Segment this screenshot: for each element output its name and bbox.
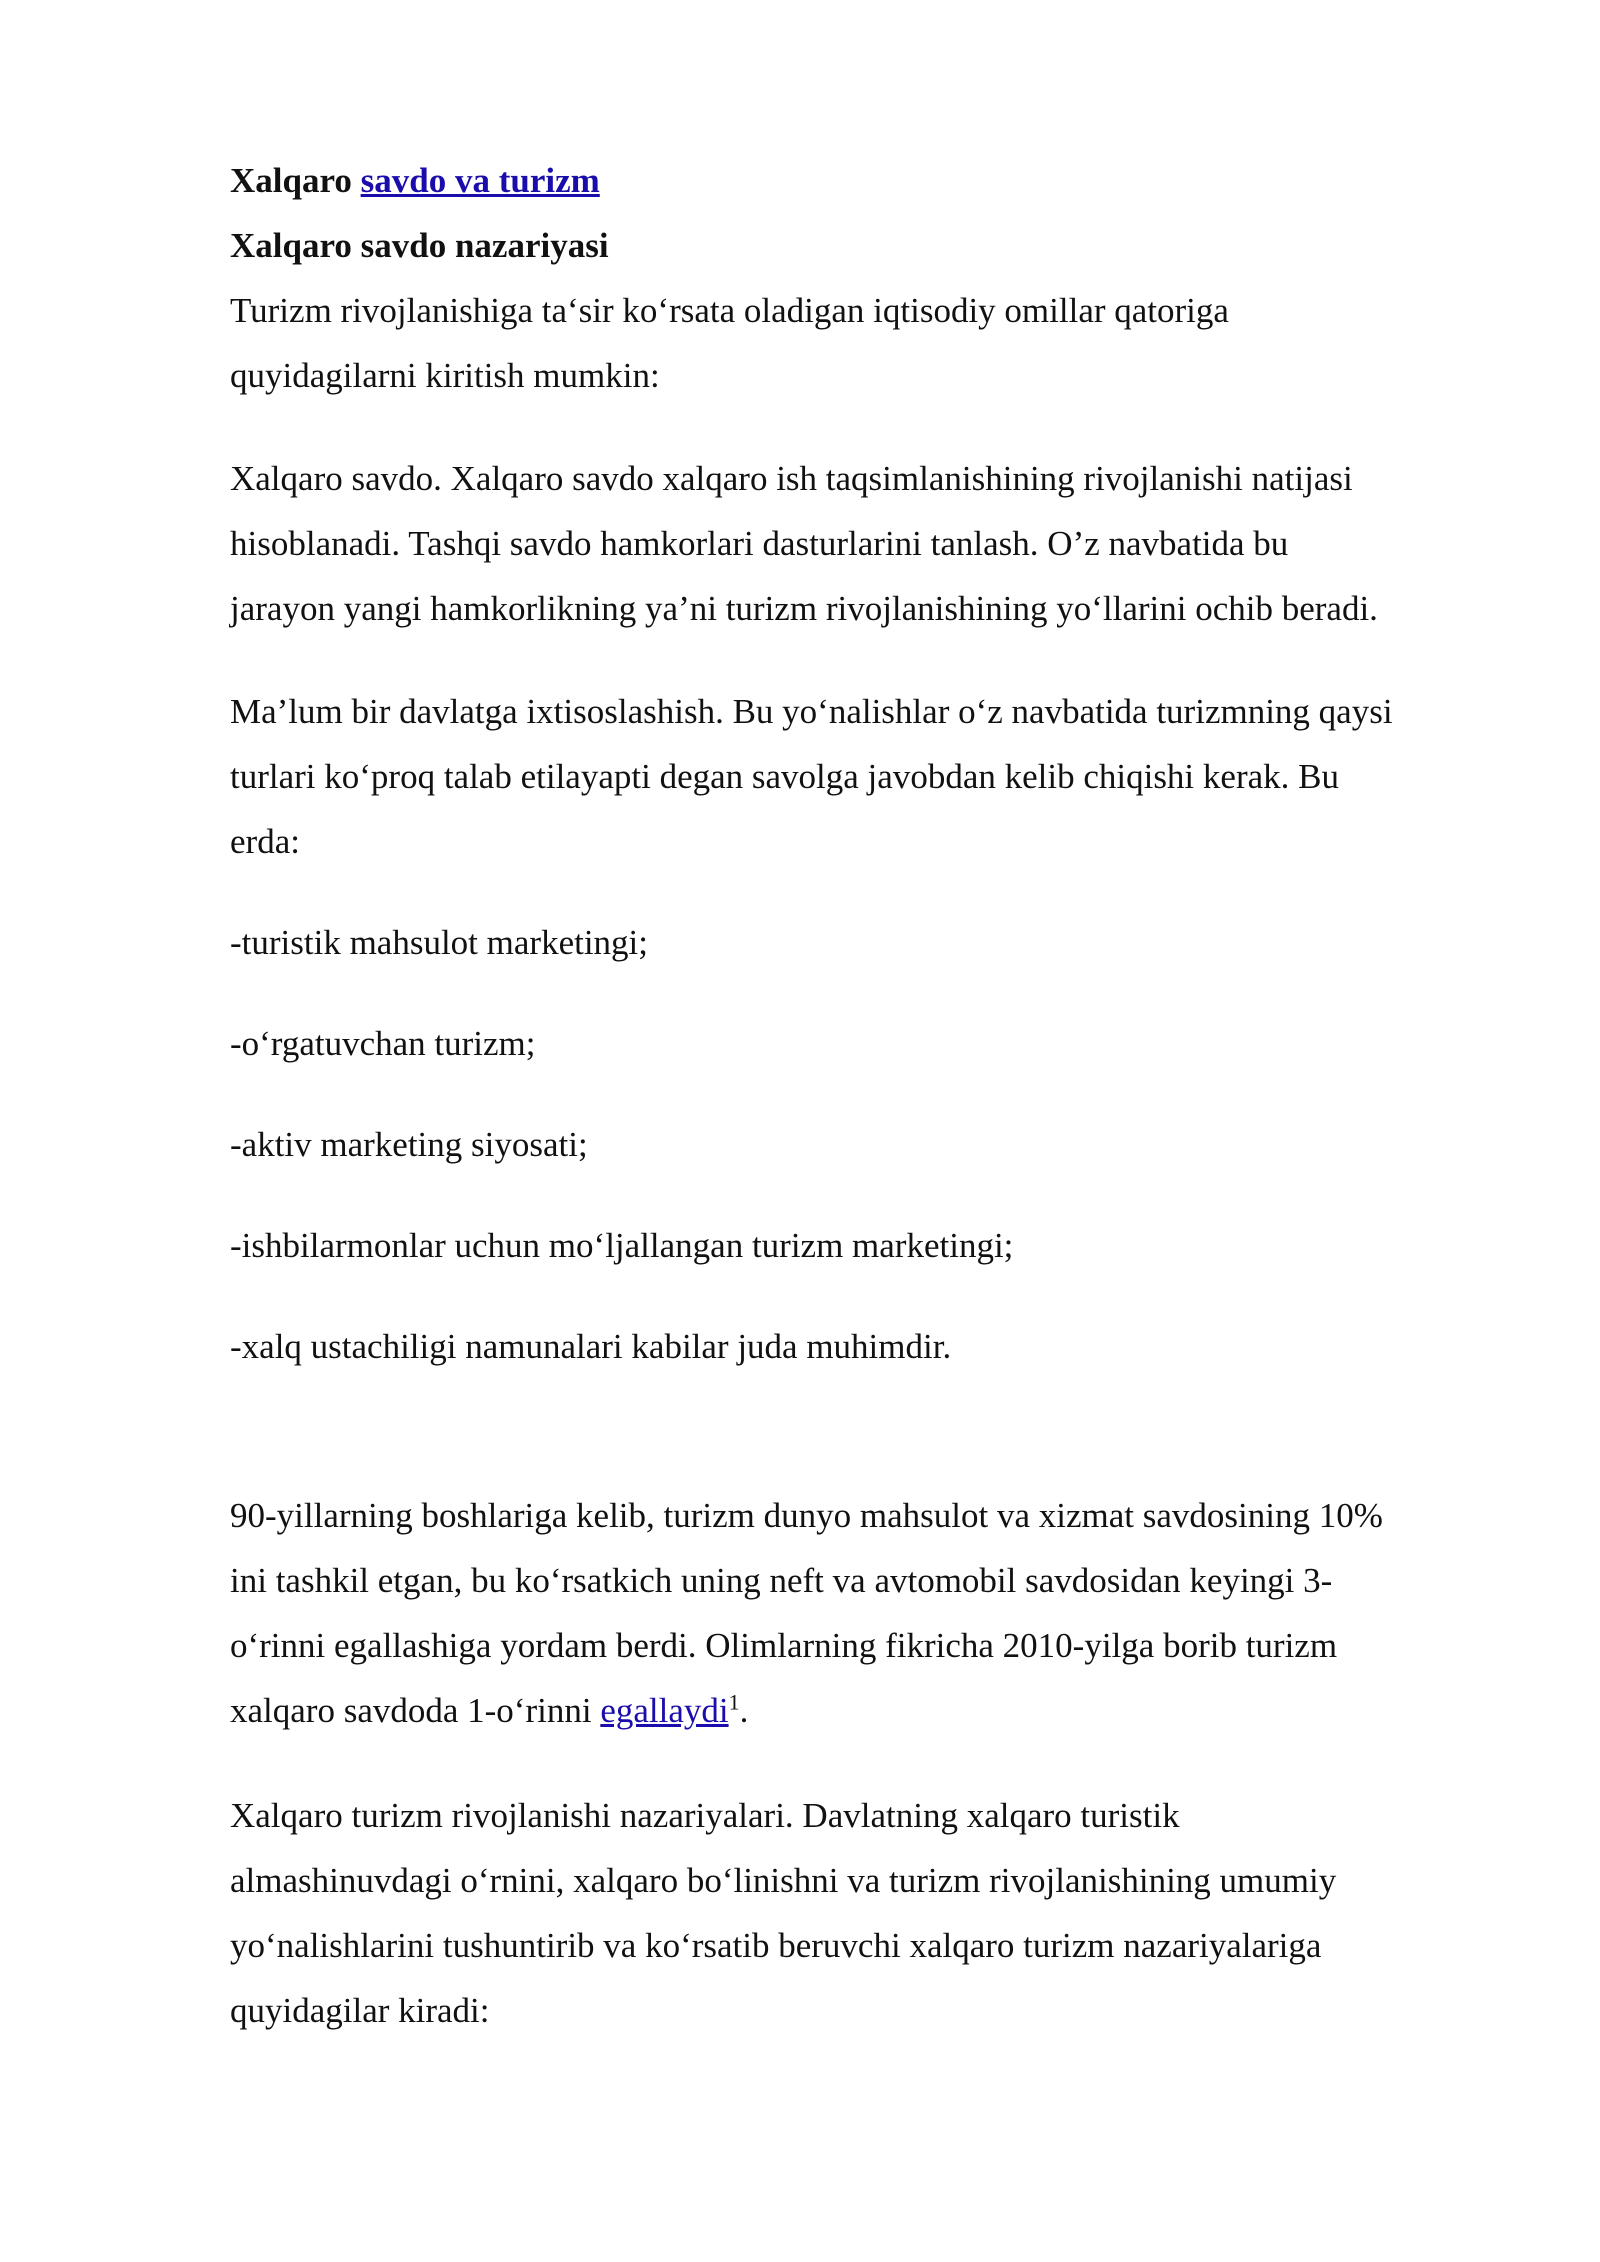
text-line: turlari ko‘proq talab etilayapti degan savolga javobdan kelib chiqishi kerak. Bu <box>230 757 1339 796</box>
text-line: almashinuvdagi o‘rnini, xalqaro bo‘linishni va turizm rivojlanishining umumiy <box>230 1861 1337 1900</box>
text-line: ini tashkil etgan, bu ko‘rsatkich uning neft va avtomobil savdosidan keyingi 3- <box>230 1561 1333 1600</box>
text-line: jarayon yangi hamkorlikning ya’ni turizm rivojlanishining yo‘llarini ochib beradi. <box>230 589 1378 628</box>
intro-paragraph <box>230 278 1490 408</box>
text-line: o‘rinni egallashiga yordam berdi. Olimlarning fikricha 2010-yilga borib turizm <box>230 1626 1338 1665</box>
document-page <box>230 148 1490 2043</box>
text-line: yo‘nalishlarini tushuntirib va ko‘rsatib beruvchi xalqaro turizm nazariyalariga <box>230 1926 1322 1965</box>
savdo-va-turizm-link[interactable]: savdo va turizm <box>360 161 600 200</box>
text-line: Xalqaro turizm rivojlanishi nazariyalari. Davlatning xalqaro turistik <box>230 1796 1180 1835</box>
list-item: -turistik mahsulot marketingi; <box>230 923 649 962</box>
nineties-paragraph <box>230 1483 1490 1743</box>
footnote-marker[interactable]: 1 <box>728 1689 740 1715</box>
tourism-theories-paragraph <box>230 1783 1490 2043</box>
text-line: Turizm rivojlanishiga ta‘sir ko‘rsata oladigan iqtisodiy omillar qatoriga <box>230 291 1229 330</box>
specialization-paragraph <box>230 679 1490 874</box>
egallaydi-link[interactable]: egallaydi <box>600 1691 729 1730</box>
text-line: erda: <box>230 822 300 861</box>
international-trade-paragraph <box>230 446 1490 641</box>
list-item: -xalq ustachiligi namunalari kabilar juda muhimdir. <box>230 1327 952 1366</box>
list-item: -aktiv marketing siyosati; <box>230 1125 588 1164</box>
text-line: Ma’lum bir davlatga ixtisoslashish. Bu yo‘nalishlar o‘z navbatida turizmning qaysi <box>230 692 1393 731</box>
text-line: 90-yillarning boshlariga kelib, turizm dunyo mahsulot va xizmat savdosining 10% <box>230 1496 1383 1535</box>
text-line: quyidagilar kiradi: <box>230 1991 490 2030</box>
text-line <box>230 1678 1490 1743</box>
heading-prefix: Xalqaro <box>230 161 352 200</box>
text-line: quyidagilarni kiritish mumkin: <box>230 356 660 395</box>
line-suffix: . <box>739 1691 749 1730</box>
text-line: hisoblanadi. Tashqi savdo hamkorlari dasturlarini tanlash. O’z navbatida bu <box>230 524 1289 563</box>
list-item: -o‘rgatuvchan turizm; <box>230 1024 536 1063</box>
marketing-list <box>230 910 1490 1379</box>
heading-trade-tourism <box>230 148 1490 213</box>
list-item: -ishbilarmonlar uchun mo‘ljallangan turizm marketingi; <box>230 1226 1014 1265</box>
heading-trade-theory: Xalqaro savdo nazariyasi <box>230 226 609 265</box>
line-prefix: xalqaro savdoda 1-o‘rinni <box>230 1691 592 1730</box>
text-line: Xalqaro savdo. Xalqaro savdo xalqaro ish taqsimlanishining rivojlanishi natijasi <box>230 459 1353 498</box>
